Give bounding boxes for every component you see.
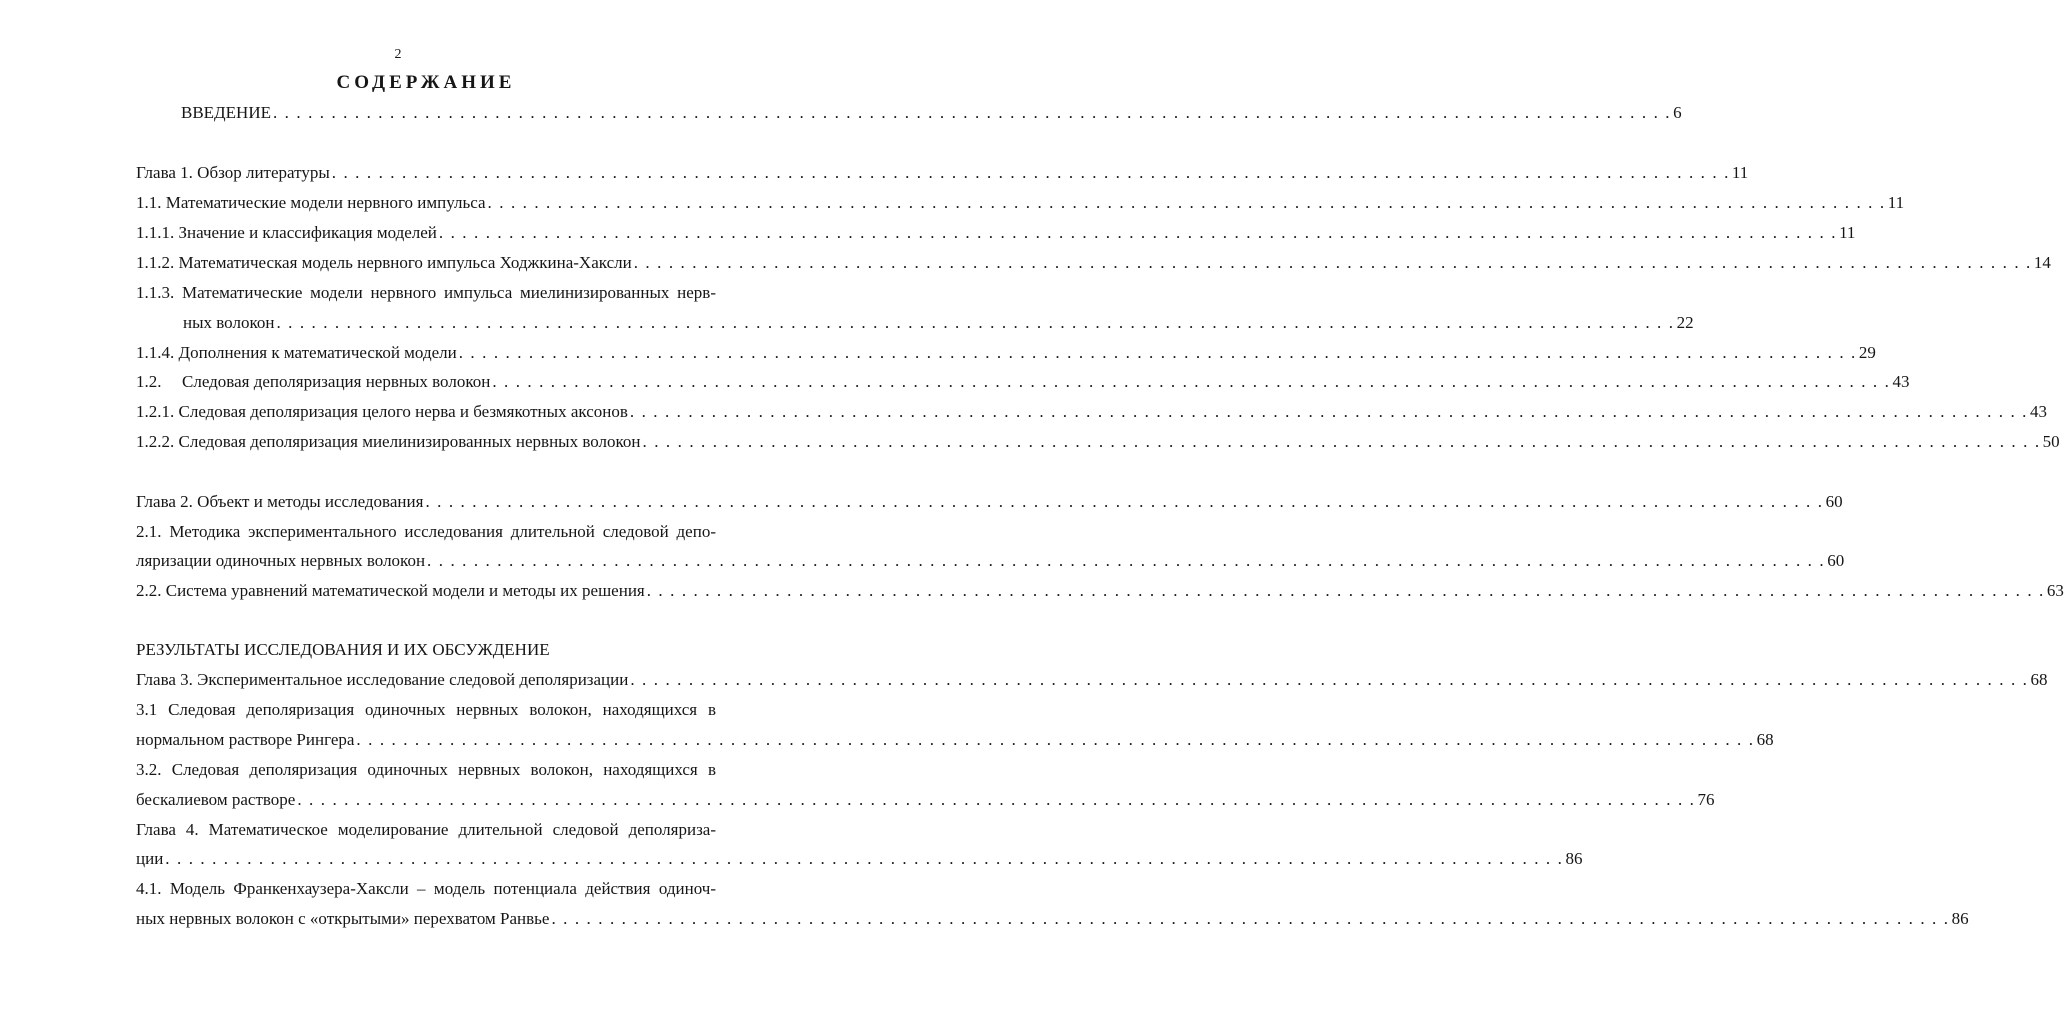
toc-entry-text: Глава 3. Экспериментальное исследование следовой деполяризации: [136, 670, 629, 689]
toc-entry-chapter-3: Глава 3. Экспериментальное исследование следовой деполяризации . . . . . . . . . . . . . . . . . . . . . . . . . . . . . . . . . . . . . . . . . . . . . . . . . . . . . . . . . . . . . . . . . . . . . . . . . . . . . . . . . . . . . . . . . . . . . . . . . . . . . . . . . . . . . . . . . . . . . . . . 68: [136, 670, 2048, 689]
toc-entry-1-1: 1.1. Математические модели нервного импульса . . . . . . . . . . . . . . . . . . . . . . . . . . . . . . . . . . . . . . . . . . . . . . . . . . . . . . . . . . . . . . . . . . . . . . . . . . . . . . . . . . . . . . . . . . . . . . . . . . . . . . . . . . . . . . . . . . . . . . . . 11: [136, 193, 1905, 212]
toc-entry-1-1-3-line1: 1.1.3. Математические модели нервного импульса миелинизированных нерв-: [136, 283, 716, 302]
toc-entry-2-1-line2: ляризации одиночных нервных волокон . . . . . . . . . . . . . . . . . . . . . . . . . . . . . . . . . . . . . . . . . . . . . . . . . . . . . . . . . . . . . . . . . . . . . . . . . . . . . . . . . . . . . . . . . . . . . . . . . . . . . . . . . . . . . . . . . . . . . . . . 60: [136, 551, 1845, 570]
toc-page-number: 68: [1756, 730, 1774, 749]
toc-entry-chapter-2: Глава 2. Объект и методы исследования . . . . . . . . . . . . . . . . . . . . . . . . . . . . . . . . . . . . . . . . . . . . . . . . . . . . . . . . . . . . . . . . . . . . . . . . . . . . . . . . . . . . . . . . . . . . . . . . . . . . . . . . . . . . . . . . . . . . . . . . 60: [136, 492, 1843, 511]
toc-page-number: 86: [1565, 849, 1583, 868]
toc-entry-text: ных волокон: [183, 313, 275, 332]
toc-entry-text: 2.2. Система уравнений математической модели и методы их решения: [136, 581, 645, 600]
toc-entry-3-1-line1: 3.1 Следовая деполяризация одиночных нервных волокон, находящихся в: [136, 700, 716, 719]
toc-page-number: 86: [1951, 909, 1969, 928]
toc-page-number: 43: [2030, 402, 2048, 421]
toc-entry-3-2-line2: бескалиевом растворе . . . . . . . . . . . . . . . . . . . . . . . . . . . . . . . . . . . . . . . . . . . . . . . . . . . . . . . . . . . . . . . . . . . . . . . . . . . . . . . . . . . . . . . . . . . . . . . . . . . . . . . . . . . . . . . . . . . . . . . . 76: [136, 790, 1715, 809]
toc-entry-1-2: 1.2. Следовая деполяризация нервных волокон . . . . . . . . . . . . . . . . . . . . . . . . . . . . . . . . . . . . . . . . . . . . . . . . . . . . . . . . . . . . . . . . . . . . . . . . . . . . . . . . . . . . . . . . . . . . . . . . . . . . . . . . . . . . . . . . . . . . . . . . 43: [136, 372, 1910, 391]
toc-entry-text: Глава 2. Объект и методы исследования: [136, 492, 424, 511]
toc-entry-text: 1.2.1. Следовая деполяризация целого нерва и безмякотных аксонов: [136, 402, 628, 421]
toc-entry-text: ции: [136, 849, 164, 868]
toc-entry-1-2-2: 1.2.2. Следовая деполяризация миелинизированных нервных волокон . . . . . . . . . . . . . . . . . . . . . . . . . . . . . . . . . . . . . . . . . . . . . . . . . . . . . . . . . . . . . . . . . . . . . . . . . . . . . . . . . . . . . . . . . . . . . . . . . . . . . . . . . . . . . . . . . . . . . . . . 50: [136, 432, 2060, 451]
toc-entry-text: нормальном растворе Рингера: [136, 730, 355, 749]
toc-entry-text: 1.1.2. Математическая модель нервного импульса Ходжкина-Хаксли: [136, 253, 632, 272]
toc-page-number: 11: [1887, 193, 1905, 212]
toc-entry-2-1-line1: 2.1. Методика экспериментального исследования длительной следовой депо-: [136, 522, 716, 541]
toc-page-number: 6: [1673, 103, 1682, 122]
toc-entry-text: ляризации одиночных нервных волокон: [136, 551, 426, 570]
toc-entry-4-1-line1: 4.1. Модель Франкенхаузера-Хаксли – модель потенциала действия одиноч-: [136, 879, 716, 898]
toc-page-number: 68: [2030, 670, 2048, 689]
page-title: СОДЕРЖАНИЕ: [336, 72, 516, 93]
toc-page-number: 60: [1825, 492, 1843, 511]
toc-page-number: 63: [2046, 581, 2064, 600]
toc-entry-text: Глава 1. Обзор литературы: [136, 163, 330, 182]
toc-section-results: РЕЗУЛЬТАТЫ ИССЛЕДОВАНИЯ И ИХ ОБСУЖДЕНИЕ: [136, 640, 550, 659]
toc-entry-1-1-4: 1.1.4. Дополнения к математической модели . . . . . . . . . . . . . . . . . . . . . . . . . . . . . . . . . . . . . . . . . . . . . . . . . . . . . . . . . . . . . . . . . . . . . . . . . . . . . . . . . . . . . . . . . . . . . . . . . . . . . . . . . . . . . . . . . . . . . . . . 29: [136, 343, 1876, 362]
toc-page-number: 76: [1697, 790, 1715, 809]
toc-entry-text: Следовая деполяризация нервных волокон: [182, 372, 491, 391]
toc-entry-4-1-line2: ных нервных волокон с «открытыми» перехватом Ранвье . . . . . . . . . . . . . . . . . . . . . . . . . . . . . . . . . . . . . . . . . . . . . . . . . . . . . . . . . . . . . . . . . . . . . . . . . . . . . . . . . . . . . . . . . . . . . . . . . . . . . . . . . . . . . . . . . . . . . . . . 86: [136, 909, 1969, 928]
toc-page-number: 14: [2033, 253, 2051, 272]
toc-entry-text: 1.1. Математические модели нервного импульса: [136, 193, 486, 212]
toc-page-number: 43: [1892, 372, 1910, 391]
toc-page-number: 22: [1676, 313, 1694, 332]
toc-entry-text: ных нервных волокон с «открытыми» перехватом Ранвье: [136, 909, 550, 928]
toc-entry-3-2-line1: 3.2. Следовая деполяризация одиночных нервных волокон, находящихся в: [136, 760, 716, 779]
toc-entry-3-1-line2: нормальном растворе Рингера . . . . . . . . . . . . . . . . . . . . . . . . . . . . . . . . . . . . . . . . . . . . . . . . . . . . . . . . . . . . . . . . . . . . . . . . . . . . . . . . . . . . . . . . . . . . . . . . . . . . . . . . . . . . . . . . . . . . . . . . 68: [136, 730, 1774, 749]
toc-entry-text: ВВЕДЕНИЕ: [181, 103, 271, 122]
toc-entry-1-1-2: 1.1.2. Математическая модель нервного импульса Ходжкина-Хаксли . . . . . . . . . . . . . . . . . . . . . . . . . . . . . . . . . . . . . . . . . . . . . . . . . . . . . . . . . . . . . . . . . . . . . . . . . . . . . . . . . . . . . . . . . . . . . . . . . . . . . . . . . . . . . . . . . . . . . . . . 14: [136, 253, 2051, 272]
toc-entry-text: 1.1.4. Дополнения к математической модели: [136, 343, 457, 362]
toc-entry-chapter-4-line2: ции . . . . . . . . . . . . . . . . . . . . . . . . . . . . . . . . . . . . . . . . . . . . . . . . . . . . . . . . . . . . . . . . . . . . . . . . . . . . . . . . . . . . . . . . . . . . . . . . . . . . . . . . . . . . . . . . . . . . . . . . 86: [136, 849, 1583, 868]
toc-entry-text: 1.2.2. Следовая деполяризация миелинизированных нервных волокон: [136, 432, 641, 451]
toc-entry-chapter-1: Глава 1. Обзор литературы . . . . . . . . . . . . . . . . . . . . . . . . . . . . . . . . . . . . . . . . . . . . . . . . . . . . . . . . . . . . . . . . . . . . . . . . . . . . . . . . . . . . . . . . . . . . . . . . . . . . . . . . . . . . . . . . . . . . . . . . 11: [136, 163, 1749, 182]
toc-entry-text: 1.1.1. Значение и классификация моделей: [136, 223, 437, 242]
toc-entry-chapter-4-line1: Глава 4. Математическое моделирование длительной следовой деполяриза-: [136, 820, 716, 839]
toc-page-number: 11: [1839, 223, 1856, 242]
toc-page-number: 29: [1858, 343, 1876, 362]
toc-entry-1-1-1: 1.1.1. Значение и классификация моделей . . . . . . . . . . . . . . . . . . . . . . . . . . . . . . . . . . . . . . . . . . . . . . . . . . . . . . . . . . . . . . . . . . . . . . . . . . . . . . . . . . . . . . . . . . . . . . . . . . . . . . . . . . . . . . . . . . . . . . . . 11: [136, 223, 1856, 242]
toc-entry-text: бескалиевом растворе: [136, 790, 296, 809]
toc-page-number: 11: [1731, 163, 1749, 182]
toc-entry-1-2-1: 1.2.1. Следовая деполяризация целого нерва и безмякотных аксонов . . . . . . . . . . . . . . . . . . . . . . . . . . . . . . . . . . . . . . . . . . . . . . . . . . . . . . . . . . . . . . . . . . . . . . . . . . . . . . . . . . . . . . . . . . . . . . . . . . . . . . . . . . . . . . . . . . . . . . . . 43: [136, 402, 2048, 421]
toc-entry-2-2: 2.2. Система уравнений математической модели и методы их решения . . . . . . . . . . . . . . . . . . . . . . . . . . . . . . . . . . . . . . . . . . . . . . . . . . . . . . . . . . . . . . . . . . . . . . . . . . . . . . . . . . . . . . . . . . . . . . . . . . . . . . . . . . . . . . . . . . . . . . . . 63: [136, 581, 2064, 600]
toc-page-number: 60: [1827, 551, 1845, 570]
toc-entry-1-1-3-line2: ных волокон . . . . . . . . . . . . . . . . . . . . . . . . . . . . . . . . . . . . . . . . . . . . . . . . . . . . . . . . . . . . . . . . . . . . . . . . . . . . . . . . . . . . . . . . . . . . . . . . . . . . . . . . . . . . . . . . . . . . . . . . 22: [183, 313, 1694, 332]
page-number: 2: [394, 47, 402, 62]
toc-page-number: 50: [2042, 432, 2060, 451]
toc-entry-intro: ВВЕДЕНИЕ . . . . . . . . . . . . . . . . . . . . . . . . . . . . . . . . . . . . . . . . . . . . . . . . . . . . . . . . . . . . . . . . . . . . . . . . . . . . . . . . . . . . . . . . . . . . . . . . . . . . . . . . . . . . . . . . . . . . . . . . 6: [181, 103, 1682, 122]
toc-entry-number: 1.2.: [136, 372, 162, 391]
